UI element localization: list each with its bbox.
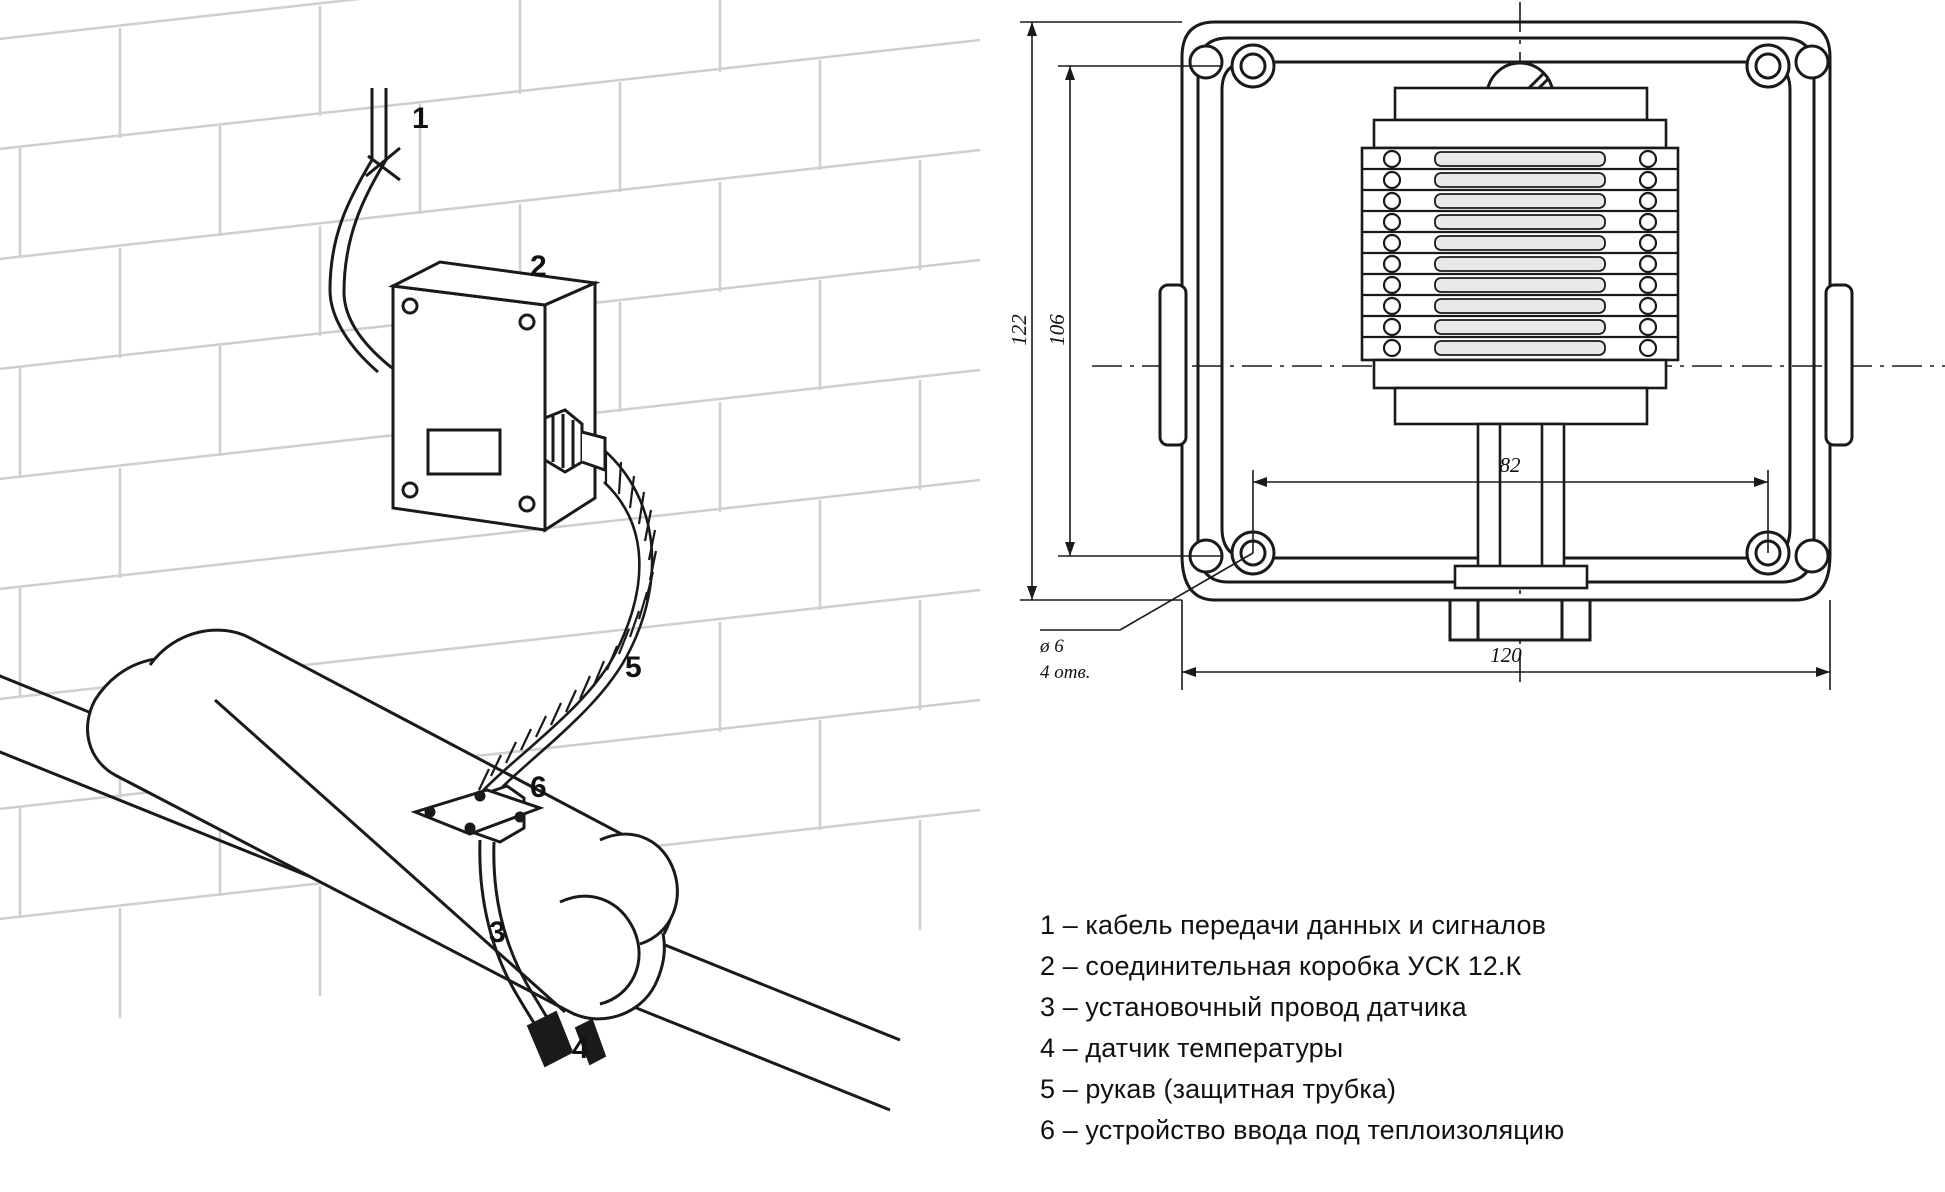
legend-item: 3 – установочный провод датчика <box>1040 992 1467 1022</box>
dim-hole-count: 4 отв. <box>1040 662 1091 683</box>
callout-1: 1 <box>412 102 429 135</box>
junction-box <box>393 262 595 530</box>
legend-list <box>1040 905 1940 1151</box>
legend-item: 6 – устройство ввода под теплоизоляцию <box>1040 1115 1565 1145</box>
dim-height-outer: 122 <box>1007 314 1031 346</box>
dim-width-inner: 82 <box>1499 453 1521 477</box>
dim-height-inner: 106 <box>1045 314 1069 346</box>
callout-6: 6 <box>530 771 547 804</box>
callout-4: 4 <box>572 1032 589 1065</box>
terminal-block <box>1362 88 1678 588</box>
legend-item: 1 – кабель передачи данных и сигналов <box>1040 910 1547 940</box>
legend-item: 2 – соединительная коробка УСК 12.К <box>1040 951 1522 981</box>
drawing-svg <box>1000 0 1945 900</box>
insulated-pipe <box>88 630 678 1019</box>
dim-width-outer: 120 <box>1490 643 1522 667</box>
callout-3: 3 <box>489 916 506 949</box>
legend-item: 5 – рукав (защитная трубка) <box>1040 1074 1397 1104</box>
callout-2: 2 <box>530 250 547 283</box>
cable-gland-bottom <box>1450 600 1590 640</box>
dim-hole-diameter: ø 6 <box>1040 636 1064 657</box>
callout-5: 5 <box>625 651 642 684</box>
legend-item: 4 – датчик температуры <box>1040 1033 1344 1063</box>
